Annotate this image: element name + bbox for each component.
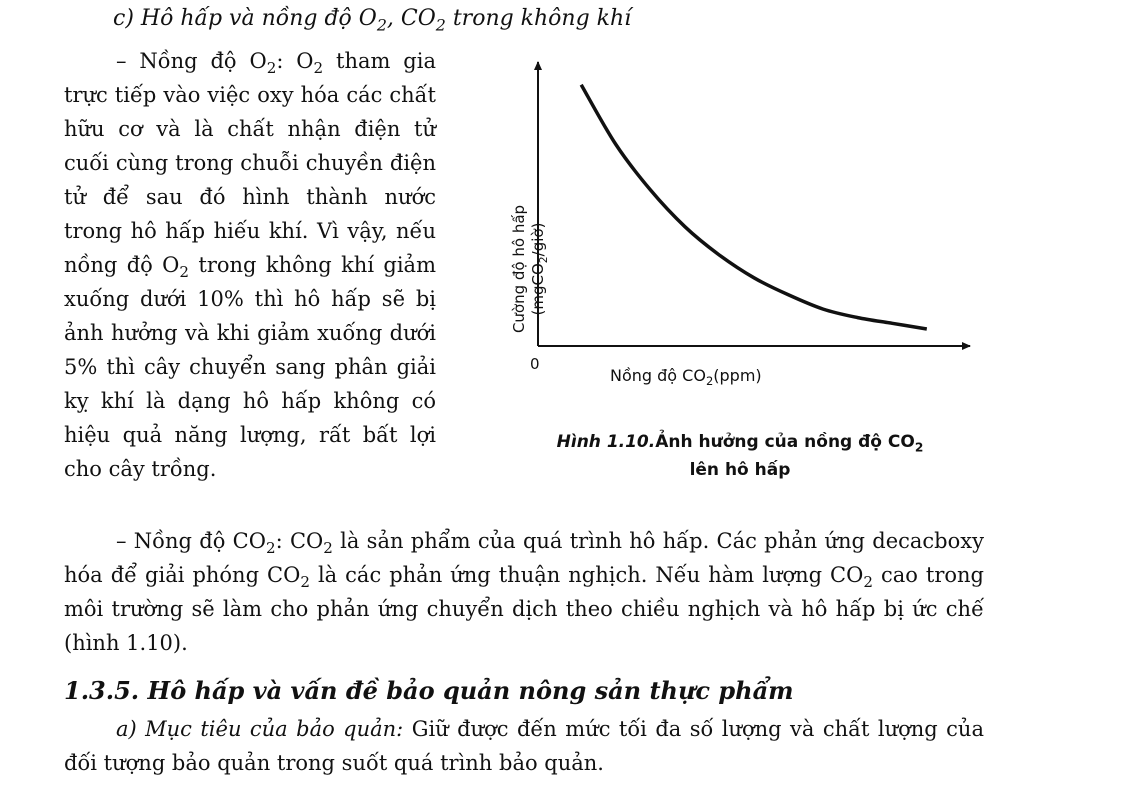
paragraph-co2: – Nồng độ $CO_2$: $CO_2$ là sản phẩm của quá trình hô hấp. Các phản ứng decacboxy hóa để giải phóng $CO_2$ là các phản ứng thuận nghịch. Nếu hàm lượng $CO_2$ cao trong môi trường sẽ làm cho phản ứng chuyển dịch theo chiều nghịch và hô hấp bị ức chế (hình 1.10).: [64, 529, 984, 655]
paragraph-o2: – Nồng độ $O_2$: $O_2$ tham gia trực tiếp vào việc oxy hóa các chất hữu cơ và là chất nhận điện tử cuối cùng trong chuỗi chuyền điện tử để sau đó hình thành nước trong hô hấp hiếu khí. Vì vậy, nếu nồng độ $O_2$ trong không khí giảm xuống dưới 10% thì hô hấp sẽ bị ảnh hưởng và khi giảm xuống dưới 5% thì cây chuyển sang phân giải kỵ khí là dạng hô hấp không có hiệu quả năng lượng, rất bất lợi cho cây trồng.: [64, 49, 436, 481]
origin-label: 0: [530, 355, 540, 373]
respiration-curve: [581, 85, 927, 329]
subsection-heading-c: c) Hô hấp và nồng độ $O_2$, $CO_2$ trong không khí: [113, 6, 632, 35]
section-title: 1.3.5. Hô hấp và vấn đề bảo quản nông sản thực phẩm: [64, 676, 794, 705]
x-axis-label: Nồng độ $CO_2(ppm)$: [610, 366, 762, 389]
figure-1-10: [470, 50, 990, 490]
paragraph-storage-goal: a) Mục tiêu của bảo quản: Giữ được đến mức tối đa số lượng và chất lượng của đối tượng bảo quản trong suốt quá trình bảo quản.: [64, 717, 984, 775]
y-axis-label: Cường độ hô hấp (mgCO$_2$/giờ): [510, 204, 550, 334]
respiration-chart: [470, 50, 990, 490]
figure-caption: Hình 1.10.Ảnh hưởng của nồng độ $CO_2$ lên hô hấp: [556, 432, 924, 480]
